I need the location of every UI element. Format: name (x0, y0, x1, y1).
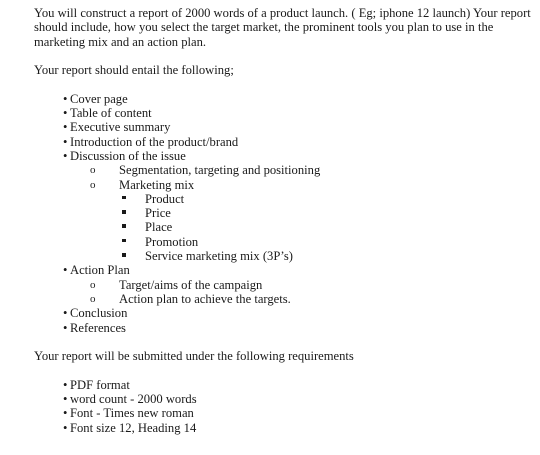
list-item-text: Conclusion (70, 306, 128, 321)
round-bullet-icon: • (63, 91, 68, 106)
list-item-target-aims-of-the-campaign (34, 278, 534, 292)
list-item-text: Font size 12, Heading 14 (70, 420, 197, 435)
list-item-action-plan (34, 263, 534, 306)
list-item-text: References (70, 320, 126, 335)
sub-list (34, 163, 534, 263)
round-bullet-icon: • (63, 148, 68, 163)
list-item-text: word count - 2000 words (70, 392, 197, 407)
list-item-place (34, 220, 534, 234)
list-item-text: Font - Times new roman (70, 406, 194, 421)
round-bullet-icon: • (63, 420, 68, 435)
list-item-font-times-new-roman (34, 406, 534, 420)
list-item-text: Executive summary (70, 120, 171, 135)
round-bullet-icon: • (63, 377, 68, 392)
list-item-word-count-2000-words (34, 392, 534, 406)
list-item-references (34, 321, 534, 335)
sub-sub-list (34, 192, 534, 263)
list-item-text: Place (145, 220, 173, 235)
hollow-bullet-icon: o (90, 292, 96, 305)
square-bullet-icon (122, 253, 126, 257)
round-bullet-icon: • (63, 320, 68, 335)
hollow-bullet-icon: o (90, 178, 96, 191)
list-item-pdf-format (34, 378, 534, 392)
round-bullet-icon: • (63, 392, 68, 407)
sub-list (34, 278, 534, 307)
list-item-cover-page (34, 92, 534, 106)
report-outline-list (34, 92, 534, 335)
list-item-text: Promotion (145, 234, 199, 249)
list-item-text: Cover page (70, 91, 128, 106)
list-item-text: PDF format (70, 377, 130, 392)
requirements-heading: Your report will be submitted under the following requirements (34, 349, 354, 364)
square-bullet-icon (122, 224, 126, 228)
intro-paragraph: You will construct a report of 2000 words of a product launch. ( Eg; iphone 12 launch) Your report should include, how you select the target market, the prominent tools you plan to use in the marketing mix and an action plan. (34, 6, 531, 49)
list-item-text: Marketing mix (119, 177, 195, 192)
list-item-text: Product (145, 191, 185, 206)
list-item-marketing-mix (34, 178, 534, 264)
square-bullet-icon (122, 210, 126, 214)
list-item-text: Segmentation, targeting and positioning (119, 163, 321, 178)
list-item-table-of-content (34, 106, 534, 120)
round-bullet-icon: • (63, 120, 68, 135)
list-item-promotion (34, 235, 534, 249)
list-item-text: Table of content (70, 106, 152, 121)
list-item-price (34, 206, 534, 220)
round-bullet-icon: • (63, 134, 68, 149)
list-item-executive-summary (34, 120, 534, 134)
list-item-action-plan-to-achieve-the-targets (34, 292, 534, 306)
list-item-discussion-of-the-issue (34, 149, 534, 263)
entail-heading: Your report should entail the following; (34, 63, 234, 78)
list-item-text: Target/aims of the campaign (119, 277, 263, 292)
hollow-bullet-icon: o (90, 278, 96, 291)
square-bullet-icon (122, 196, 126, 200)
round-bullet-icon: • (63, 406, 68, 421)
round-bullet-icon: • (63, 306, 68, 321)
list-item-segmentation-targeting-and-positioning (34, 163, 534, 177)
requirements-list (34, 378, 534, 435)
list-item-conclusion (34, 306, 534, 320)
list-item-text: Price (145, 206, 171, 221)
list-item-text: Introduction of the product/brand (70, 134, 239, 149)
document-page (34, 6, 534, 435)
list-item-service-marketing-mix-3p-s (34, 249, 534, 263)
list-item-text: Action Plan (70, 263, 130, 278)
list-item-font-size-12-heading-14 (34, 421, 534, 435)
hollow-bullet-icon: o (90, 164, 96, 177)
list-item-text: Discussion of the issue (70, 148, 186, 163)
list-item-product (34, 192, 534, 206)
list-item-introduction-of-the-product-brand (34, 135, 534, 149)
list-item-text: Service marketing mix (3P’s) (145, 249, 293, 264)
round-bullet-icon: • (63, 106, 68, 121)
square-bullet-icon (122, 239, 126, 243)
round-bullet-icon: • (63, 263, 68, 278)
list-item-text: Action plan to achieve the targets. (119, 291, 291, 306)
